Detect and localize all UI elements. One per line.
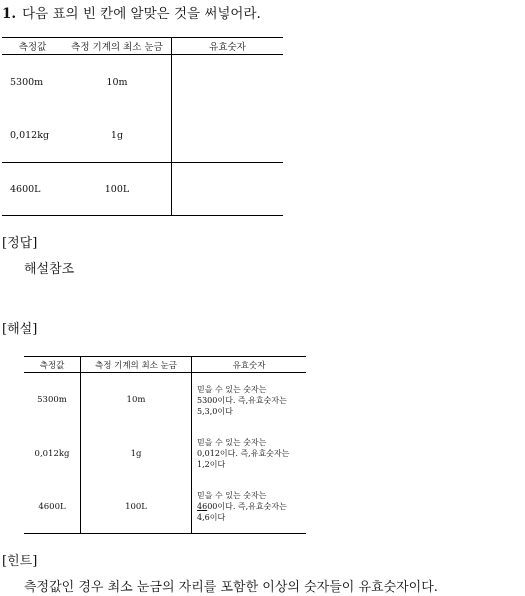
sig-line: 믿을 수 있는 숫자는 bbox=[197, 491, 267, 500]
sig-line: 1,2이다 bbox=[197, 460, 226, 469]
sig-line-rest: 00이다. 즉,유효숫자는 bbox=[207, 502, 287, 511]
table-row bbox=[2, 55, 283, 110]
cell-value: 0,012kg bbox=[34, 448, 70, 459]
table-row bbox=[24, 373, 306, 428]
header-min-scale: 측정 기계의 최소 눈금 bbox=[63, 38, 172, 55]
table-row bbox=[24, 427, 306, 480]
sig-line: 5,3,0이다 bbox=[197, 406, 233, 416]
explanation-label: [해설] bbox=[2, 322, 38, 337]
header-measured-value: 측정값 bbox=[2, 38, 63, 55]
sig-line: 믿을 수 있는 숫자는 bbox=[197, 384, 267, 394]
table-header-row bbox=[2, 38, 283, 55]
question-table bbox=[2, 37, 283, 216]
sig-line: 0,012이다. 즉,유효숫자는 bbox=[197, 449, 290, 458]
cell-value: 0,012kg bbox=[10, 130, 50, 141]
table-header-row bbox=[24, 357, 306, 373]
hint-label: [힌트] bbox=[2, 554, 38, 569]
question-number: 1. bbox=[2, 6, 17, 22]
answer-label: [정답] bbox=[2, 236, 38, 251]
header-min-scale: 측정 기계의 최소 눈금 bbox=[81, 357, 192, 373]
cell-min-scale: 1g bbox=[81, 427, 192, 480]
cell-min-scale: 100L bbox=[81, 480, 192, 534]
cell-significant-figures bbox=[192, 373, 307, 428]
cell-min-scale: 100L bbox=[63, 163, 172, 216]
cell-value: 5300m bbox=[37, 395, 67, 405]
header-significant-figures: 유효숫자 bbox=[172, 38, 284, 55]
hint-text: 측정값인 경우 최소 눈금의 자리를 포함한 이상의 숫자들이 유효숫자이다. bbox=[24, 580, 438, 595]
cell-value: 4600L bbox=[24, 480, 81, 534]
table-row bbox=[2, 109, 283, 163]
cell-min-scale: 10m bbox=[81, 373, 192, 428]
header-significant-figures: 유효숫자 bbox=[192, 357, 307, 373]
sig-line: 믿을 수 있는 숫자는 bbox=[197, 438, 267, 447]
cell-min-scale: 10m bbox=[106, 76, 128, 88]
cell-significant-figures bbox=[192, 480, 307, 534]
question-text: 다음 표의 빈 칸에 알맞은 것을 써넣어라. bbox=[22, 6, 261, 22]
cell-blank bbox=[172, 55, 284, 110]
table-row bbox=[2, 163, 283, 216]
cell-blank bbox=[172, 163, 284, 216]
sig-line: 5300이다. 즉,유효숫자는 bbox=[197, 395, 287, 405]
answer-text: 해설참조 bbox=[24, 262, 75, 277]
cell-min-scale: 1g bbox=[110, 130, 124, 141]
sig-line bbox=[197, 501, 306, 512]
cell-value: 5300m bbox=[10, 76, 44, 88]
underlined-digits: 46 bbox=[197, 502, 208, 511]
cell-significant-figures bbox=[192, 427, 307, 480]
cell-blank bbox=[172, 109, 284, 163]
sig-line: 4,6이다 bbox=[197, 513, 226, 522]
table-row bbox=[24, 480, 306, 534]
header-measured-value: 측정값 bbox=[24, 357, 81, 373]
cell-value: 4600L bbox=[2, 163, 63, 216]
explanation-table bbox=[24, 356, 306, 534]
question bbox=[2, 2, 261, 22]
